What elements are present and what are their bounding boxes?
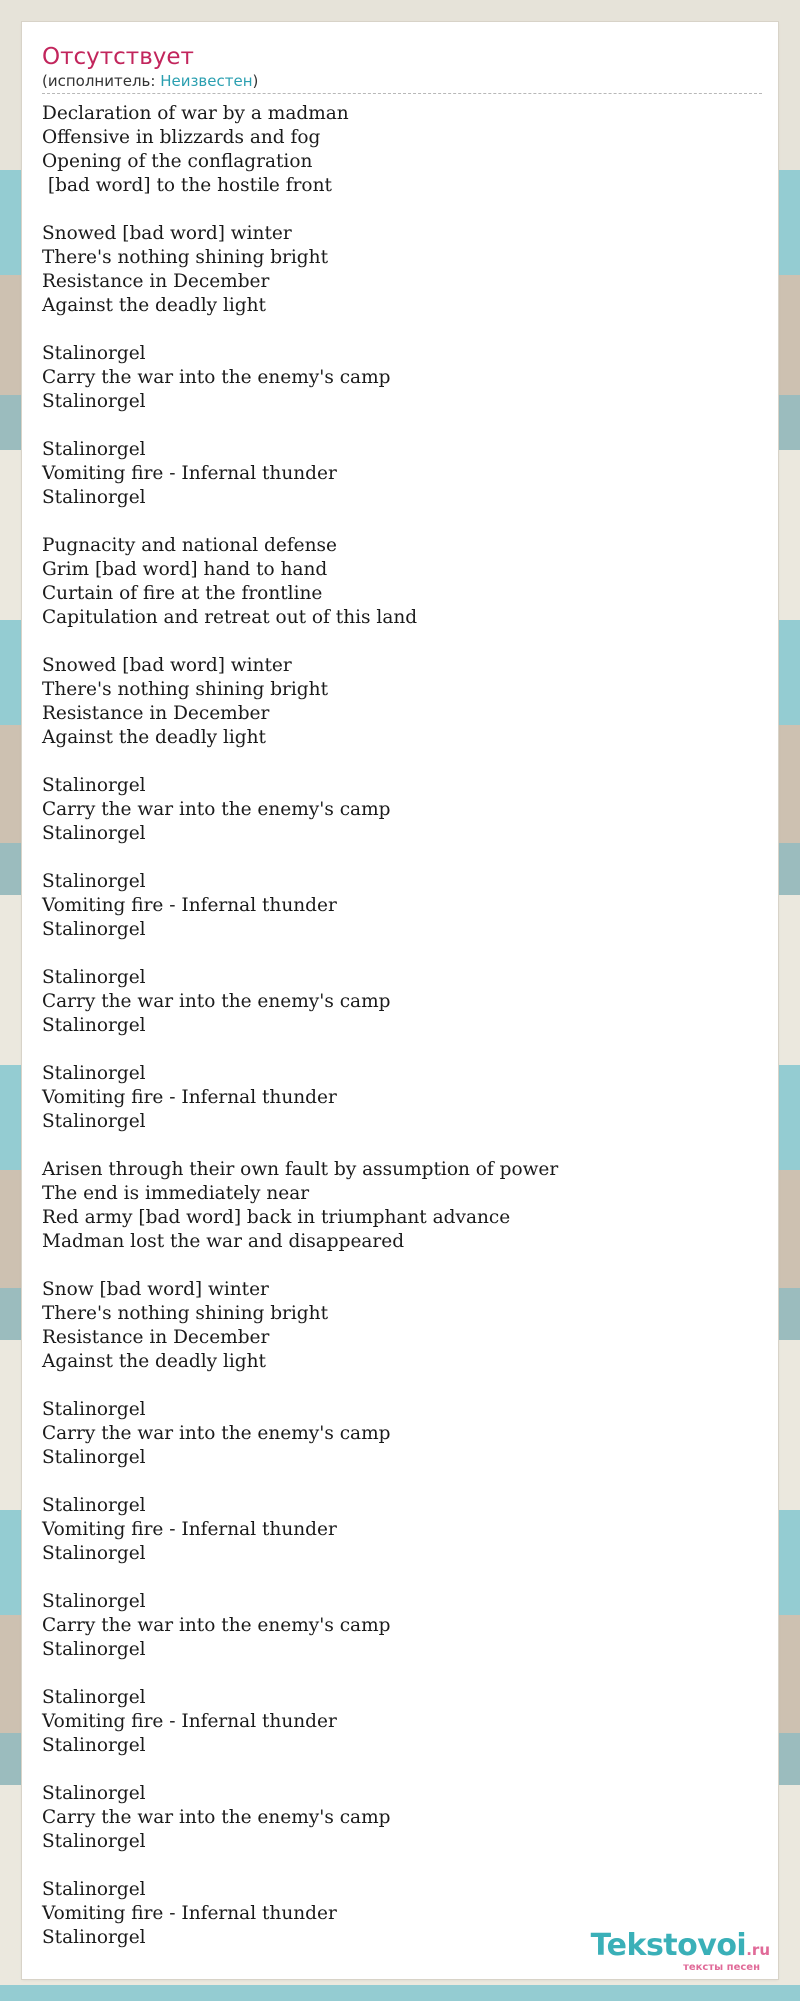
lyric-line: Offensive in blizzards and fog xyxy=(42,127,321,148)
lyric-line xyxy=(42,1038,762,1062)
lyric-line: Stalinorgel xyxy=(42,1447,146,1468)
artist-line xyxy=(42,72,762,91)
lyric-line: Stalinorgel xyxy=(42,343,146,364)
lyric-line: There's nothing shining bright xyxy=(42,247,329,268)
lyric-line: Vomiting fire - Infernal thunder xyxy=(42,1087,337,1108)
lyric-line: Stalinorgel xyxy=(42,391,146,412)
lyric-line: Stalinorgel xyxy=(42,967,146,988)
lyric-line: Stalinorgel xyxy=(42,1783,146,1804)
lyric-line: Vomiting fire - Infernal thunder xyxy=(42,895,337,916)
lyric-line: Red army [bad word] back in triumphant advance xyxy=(42,1207,511,1228)
lyric-line: Stalinorgel xyxy=(42,1063,146,1084)
lyric-line: Resistance in December xyxy=(42,271,270,292)
lyric-line: Stalinorgel xyxy=(42,775,146,796)
lyric-line: Vomiting fire - Infernal thunder xyxy=(42,1711,337,1732)
song-header xyxy=(42,42,762,94)
lyric-line: There's nothing shining bright xyxy=(42,1303,329,1324)
logo-tagline: тексты песен xyxy=(683,1962,760,1973)
lyric-line: Snowed [bad word] winter xyxy=(42,223,292,244)
lyric-line: Snow [bad word] winter xyxy=(42,1279,269,1300)
lyric-line: Curtain of fire at the frontline xyxy=(42,583,323,604)
lyrics-card xyxy=(22,22,778,1979)
lyric-line xyxy=(42,198,762,222)
lyric-line xyxy=(42,1470,762,1494)
logo-tld: .ru xyxy=(746,1941,770,1959)
lyric-line: Stalinorgel xyxy=(42,1111,146,1132)
lyric-line: Carry the war into the enemy's camp xyxy=(42,1615,391,1636)
lyric-line: Stalinorgel xyxy=(42,1735,146,1756)
lyric-line: The end is immediately near xyxy=(42,1183,310,1204)
lyric-line: Stalinorgel xyxy=(42,871,146,892)
lyric-line: Carry the war into the enemy's camp xyxy=(42,991,391,1012)
lyric-line: Capitulation and retreat out of this land xyxy=(42,607,418,628)
lyric-line: There's nothing shining bright xyxy=(42,679,329,700)
lyric-line xyxy=(42,1566,762,1590)
artist-link[interactable]: Неизвестен xyxy=(160,72,253,90)
lyric-line: Snowed [bad word] winter xyxy=(42,655,292,676)
lyric-line xyxy=(42,846,762,870)
logo-wordmark: Tekstovoi xyxy=(590,1928,747,1963)
lyric-line: Carry the war into the enemy's camp xyxy=(42,1423,391,1444)
lyric-line: Carry the war into the enemy's camp xyxy=(42,799,391,820)
lyric-line xyxy=(42,630,762,654)
lyric-line: Stalinorgel xyxy=(42,439,146,460)
lyric-line: Vomiting fire - Infernal thunder xyxy=(42,1903,337,1924)
lyric-line: Stalinorgel xyxy=(42,823,146,844)
lyric-line: Vomiting fire - Infernal thunder xyxy=(42,1519,337,1540)
lyric-line: Against the deadly light xyxy=(42,1351,266,1372)
lyric-line: [bad word] to the hostile front xyxy=(42,175,332,196)
lyric-line: Against the deadly light xyxy=(42,295,266,316)
stripe xyxy=(0,1985,800,2001)
lyric-line xyxy=(42,510,762,534)
lyric-line: Arisen through their own fault by assumption of power xyxy=(42,1159,559,1180)
song-title: Отсутствует xyxy=(42,44,194,70)
artist-prefix: (исполнитель: xyxy=(42,72,161,90)
lyric-line xyxy=(42,1134,762,1158)
lyric-line: Stalinorgel xyxy=(42,1639,146,1660)
lyric-line: Madman lost the war and disappeared xyxy=(42,1231,405,1252)
site-logo[interactable] xyxy=(591,1930,770,1974)
lyric-line xyxy=(42,1374,762,1398)
lyric-line: Stalinorgel xyxy=(42,1399,146,1420)
lyric-line: Stalinorgel xyxy=(42,1831,146,1852)
lyric-line xyxy=(42,1254,762,1278)
lyric-line xyxy=(42,414,762,438)
lyric-line: Stalinorgel xyxy=(42,1879,146,1900)
lyric-line: Carry the war into the enemy's camp xyxy=(42,367,391,388)
lyric-line xyxy=(42,1662,762,1686)
lyric-line: Stalinorgel xyxy=(42,1495,146,1516)
artist-suffix: ) xyxy=(252,72,259,90)
lyric-line: Pugnacity and national defense xyxy=(42,535,337,556)
lyric-line: Against the deadly light xyxy=(42,727,266,748)
lyric-line: Stalinorgel xyxy=(42,487,146,508)
lyric-line: Opening of the conflagration xyxy=(42,151,313,172)
lyric-line: Stalinorgel xyxy=(42,1591,146,1612)
lyric-line: Grim [bad word] hand to hand xyxy=(42,559,328,580)
lyric-line xyxy=(42,1854,762,1878)
lyrics-text xyxy=(42,102,762,1950)
lyric-line: Carry the war into the enemy's camp xyxy=(42,1807,391,1828)
lyric-line: Stalinorgel xyxy=(42,1927,146,1948)
lyric-line: Resistance in December xyxy=(42,703,270,724)
lyric-line: Stalinorgel xyxy=(42,1687,146,1708)
lyric-line xyxy=(42,318,762,342)
lyric-line: Stalinorgel xyxy=(42,1543,146,1564)
lyric-line: Vomiting fire - Infernal thunder xyxy=(42,463,337,484)
lyric-line xyxy=(42,942,762,966)
lyric-line: Stalinorgel xyxy=(42,919,146,940)
lyric-line: Resistance in December xyxy=(42,1327,270,1348)
lyric-line: Stalinorgel xyxy=(42,1015,146,1036)
lyric-line xyxy=(42,750,762,774)
lyric-line: Declaration of war by a madman xyxy=(42,103,349,124)
lyric-line xyxy=(42,1758,762,1782)
